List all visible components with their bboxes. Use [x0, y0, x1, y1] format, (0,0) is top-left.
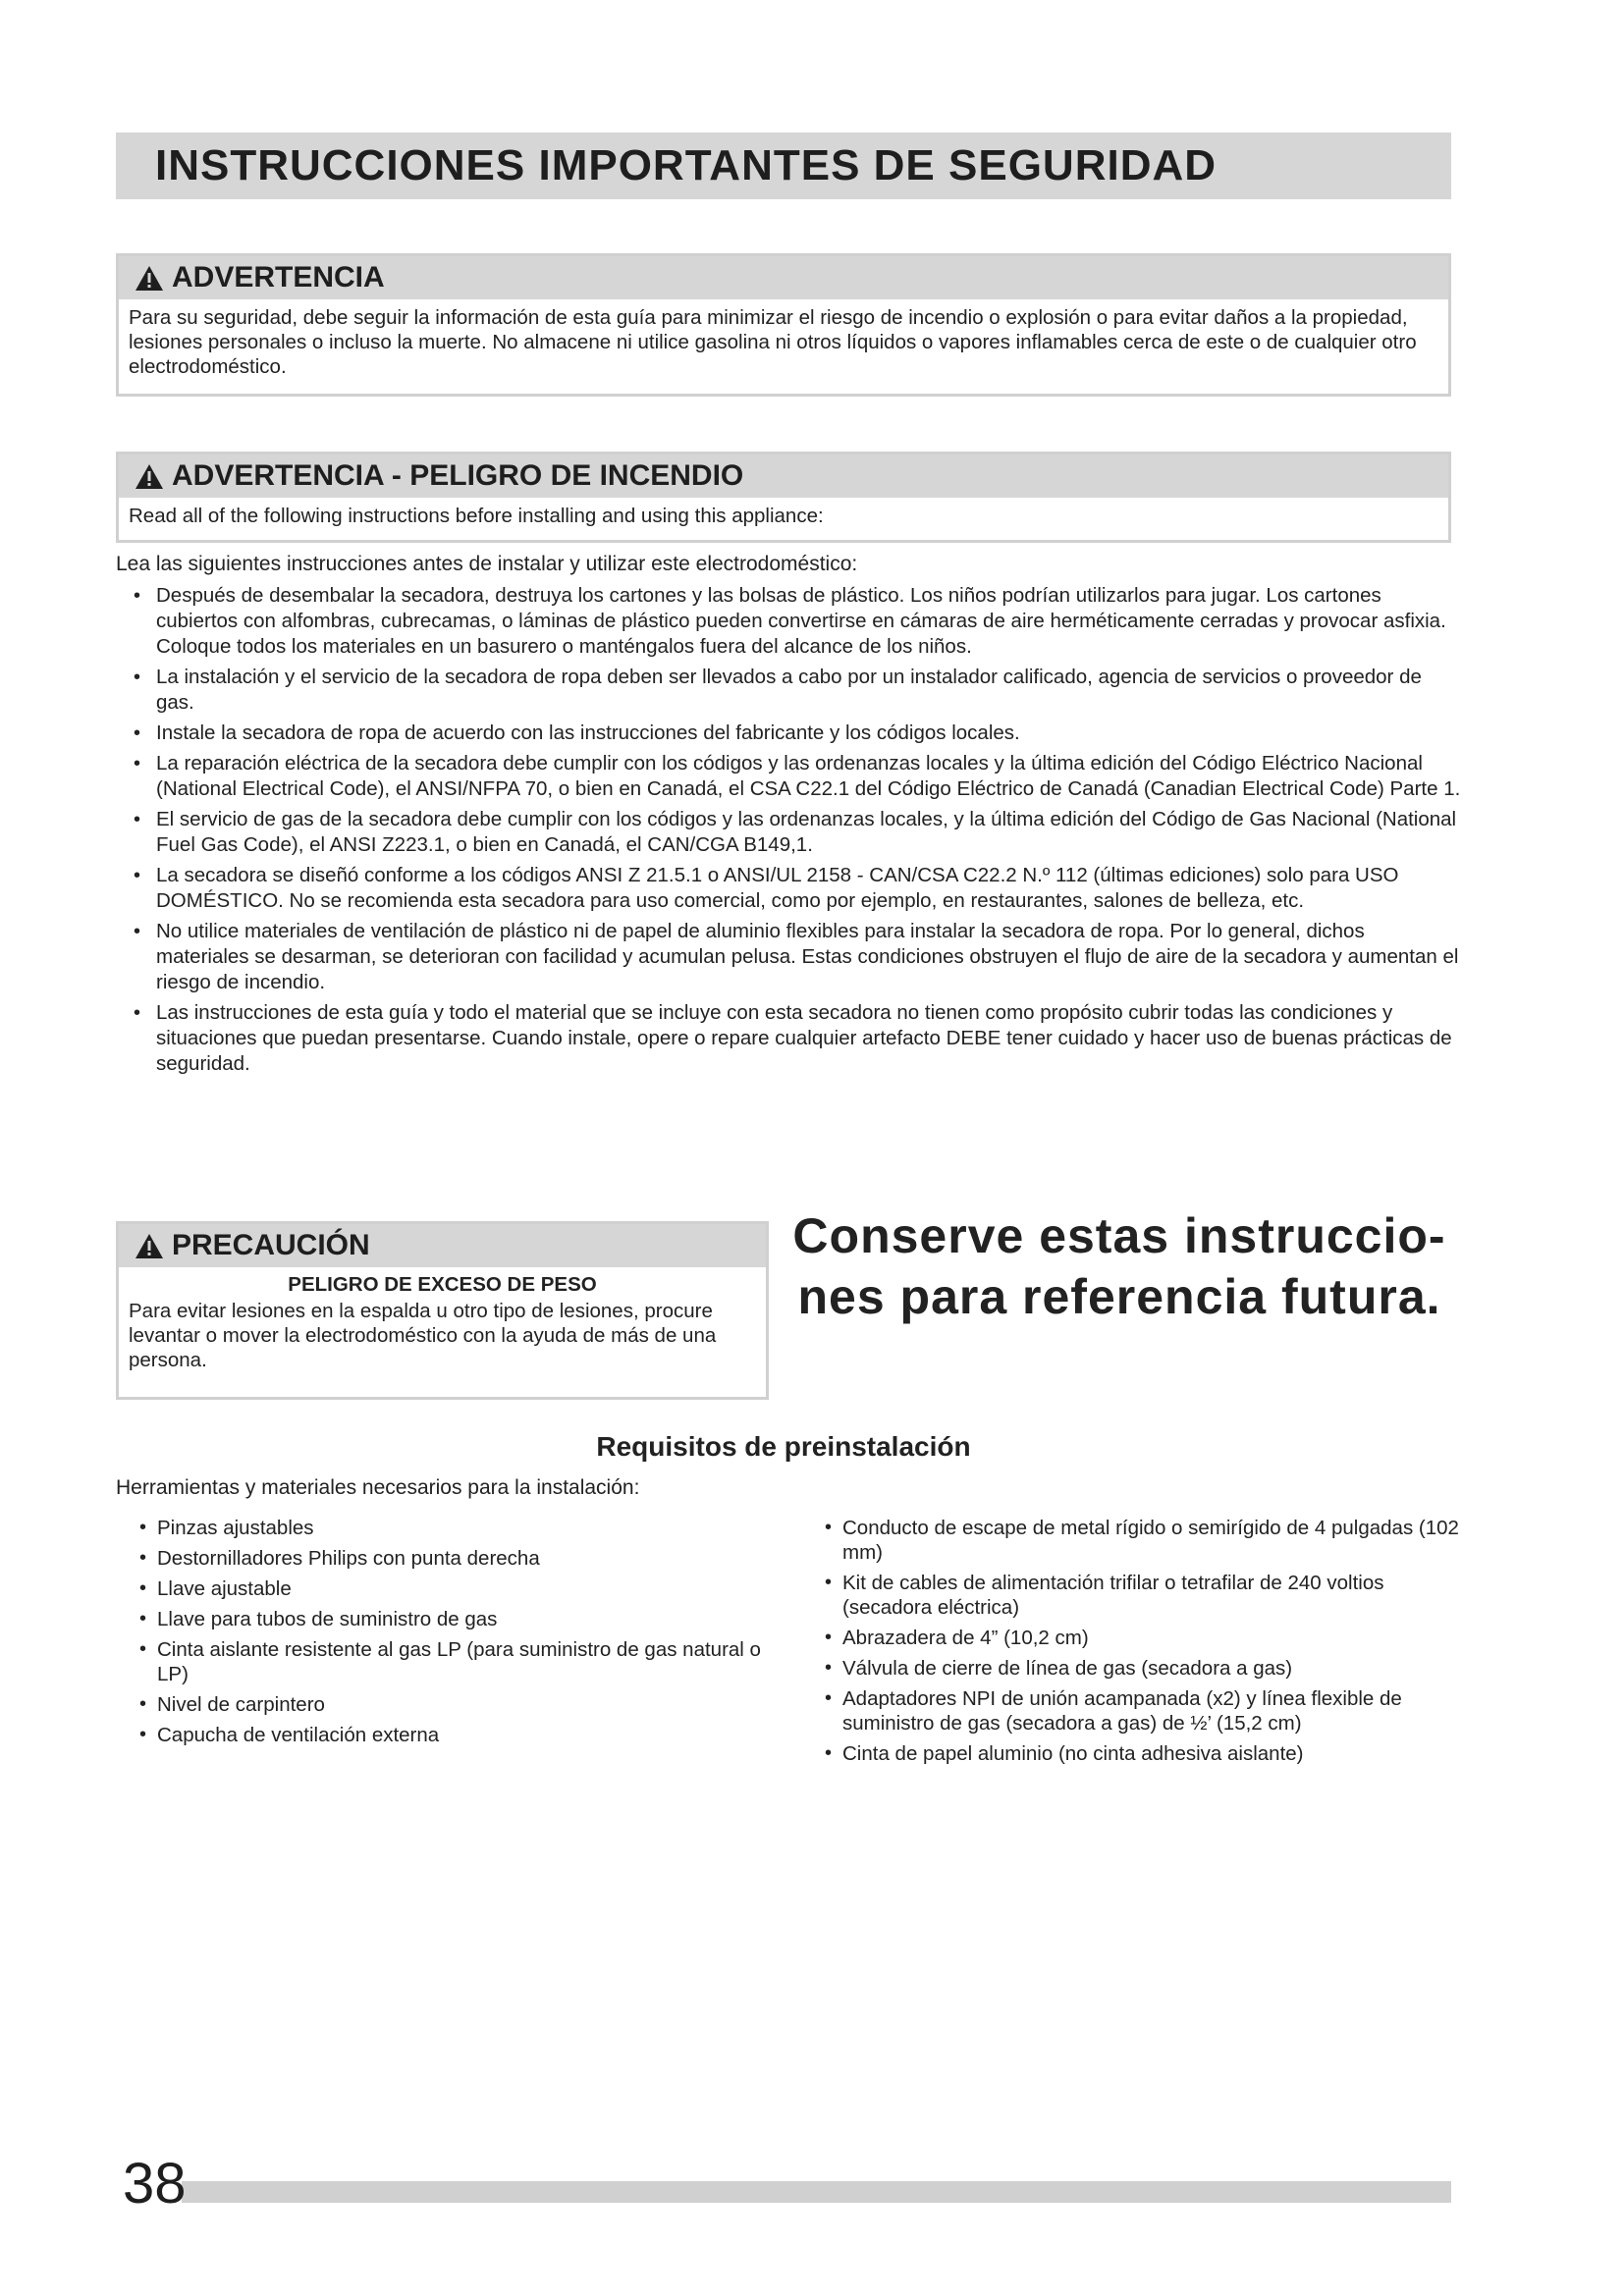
list-item: • Las instrucciones de esta guía y todo el material que se incluye con esta secadora no tienen como propósito cubrir todas las condiciones y situaciones que puedan presentarse. Cuando instale, opere o repare cualquier artefacto DEBE tener cuidado y hacer uso de buenas prácticas de seguridad.: [134, 1001, 1452, 1075]
list-item: • Llave ajustable: [139, 1577, 292, 1600]
list-item: • Abrazadera de 4” (10,2 cm): [825, 1627, 1089, 1649]
caution-text: Para evitar lesiones en la espalda u otro tipo de lesiones, procure levantar o mover la electrodoméstico con la ayuda de más de una persona.: [129, 1300, 717, 1371]
list-item: • El servicio de gas de la secadora debe cumplir con los códigos y las ordenanzas locales, y la última edición del Código de Gas Nacional (National Fuel Gas Code), el ANSI Z223.1, o bien en Canadá, el CAN/CGA B149,1.: [134, 808, 1457, 856]
warning-box: [116, 253, 1451, 397]
keep-instructions-line-1: Conserve estas instruccio-: [792, 1208, 1446, 1263]
keep-instructions-line-2: nes para referencia futura.: [797, 1269, 1441, 1324]
warning-triangle-icon: [135, 265, 164, 292]
requirements-intro: Herramientas y materiales necesarios para la instalación:: [116, 1476, 640, 1499]
tools-list-left: [135, 1516, 764, 1753]
list-item: • La secadora se diseñó conforme a los códigos ANSI Z 21.5.1 o ANSI/UL 2158 - CAN/CSA C22.2 N.º 112 (últimas ediciones) solo para USO DOMÉSTICO. No se recomienda esta secadora para uso comercial, como por ejemplo, en restaurantes, salones de belleza, etc.: [134, 864, 1399, 912]
list-item: • Cinta aislante resistente al gas LP (para suministro de gas natural o LP): [139, 1638, 761, 1685]
safety-instructions-list: [116, 583, 1461, 1082]
warning-heading: ADVERTENCIA: [172, 261, 385, 294]
section-title: Requisitos de preinstalación: [596, 1431, 971, 1462]
list-item: • Después de desembalar la secadora, destruya los cartones y las bolsas de plástico. Los niños podrían utilizarlos para jugar. Los cartones cubiertos con alfombras, cubrecamas, o láminas de plástico pueden convertirse en cámaras de aire herméticamente cerradas y provocar asfixia. Coloque todos los materiales en un basurero o manténgalos fuera del alcance de los niños.: [134, 584, 1446, 658]
list-item: • Conducto de escape de metal rígido o semirígido de 4 pulgadas (102 mm): [825, 1517, 1459, 1564]
page-number: 38: [123, 2152, 187, 2216]
warning-text: Para su seguridad, debe seguir la información de esta guía para minimizar el riesgo de incendio o explosión o para evitar daños a la propiedad, lesiones personales o incluso la muerte. No almacene ni utilice gasolina ni otros líquidos o vapores inflamables cerca de este o de cualquier otro electrodoméstico.: [129, 306, 1417, 378]
instructions-intro: Lea las siguientes instrucciones antes de instalar y utilizar este electrodoméstico:: [116, 553, 858, 575]
list-item: • Adaptadores NPI de unión acampanada (x2) y línea flexible de suministro de gas (secadora a gas) de ½’ (15,2 cm): [825, 1687, 1402, 1735]
warning-triangle-icon: [135, 463, 164, 490]
warning-header: [119, 256, 1448, 299]
keep-instructions-note: [785, 1205, 1453, 1327]
footer-bar: [182, 2181, 1451, 2203]
list-item: • Nivel de carpintero: [139, 1693, 325, 1716]
list-item: • Válvula de cierre de línea de gas (secadora a gas): [825, 1657, 1293, 1680]
list-item: • Llave para tubos de suministro de gas: [139, 1608, 498, 1630]
caution-heading: PRECAUCIÓN: [172, 1229, 370, 1261]
list-item: • Cinta de papel aluminio (no cinta adhesiva aislante): [825, 1742, 1304, 1765]
fire-warning-heading: ADVERTENCIA - PELIGRO DE INCENDIO: [172, 459, 744, 492]
list-item: • Capucha de ventilación externa: [139, 1724, 440, 1746]
list-item: • Kit de cables de alimentación trifilar o tetrafilar de 240 voltios (secadora eléctrica): [825, 1572, 1384, 1619]
list-item: • Destornilladores Philips con punta derecha: [139, 1547, 540, 1570]
caution-box: [116, 1221, 769, 1400]
warning-triangle-icon: [135, 1233, 164, 1259]
fire-warning-text: Read all of the following instructions before installing and using this appliance:: [129, 505, 824, 527]
list-item: • La reparación eléctrica de la secadora debe cumplir con los códigos y las ordenanzas locales y la última edición del Código Eléctrico Nacional (National Electrical Code), el ANSI/NFPA 70, o bien en Canadá, el CSA C22.1 del Código Eléctrico de Canadá (Canadian Electrical Code) Parte 1.: [134, 752, 1461, 800]
list-item: • La instalación y el servicio de la secadora de ropa deben ser llevados a cabo por un instalador calificado, agencia de servicios o proveedor de gas.: [134, 666, 1422, 714]
list-item: • Pinzas ajustables: [139, 1517, 314, 1539]
fire-warning-header: [119, 454, 1448, 498]
caution-header: [119, 1224, 766, 1267]
list-item: • No utilice materiales de ventilación de plástico ni de papel de aluminio flexibles para instalar la secadora de ropa. Por lo general, dichos materiales se desarman, se deterioran con facilidad y acumulan pelusa. Estas condiciones obstruyen el flujo de aire de la secadora y aumentan el riesgo de incendio.: [134, 920, 1459, 993]
tools-list-right: [821, 1516, 1459, 1772]
fire-warning-box: [116, 452, 1451, 543]
page-title: INSTRUCCIONES IMPORTANTES DE SEGURIDAD: [116, 133, 1451, 199]
list-item: • Instale la secadora de ropa de acuerdo con las instrucciones del fabricante y los códigos locales.: [134, 721, 1020, 744]
caution-subheading: PELIGRO DE EXCESO DE PESO: [288, 1273, 597, 1296]
